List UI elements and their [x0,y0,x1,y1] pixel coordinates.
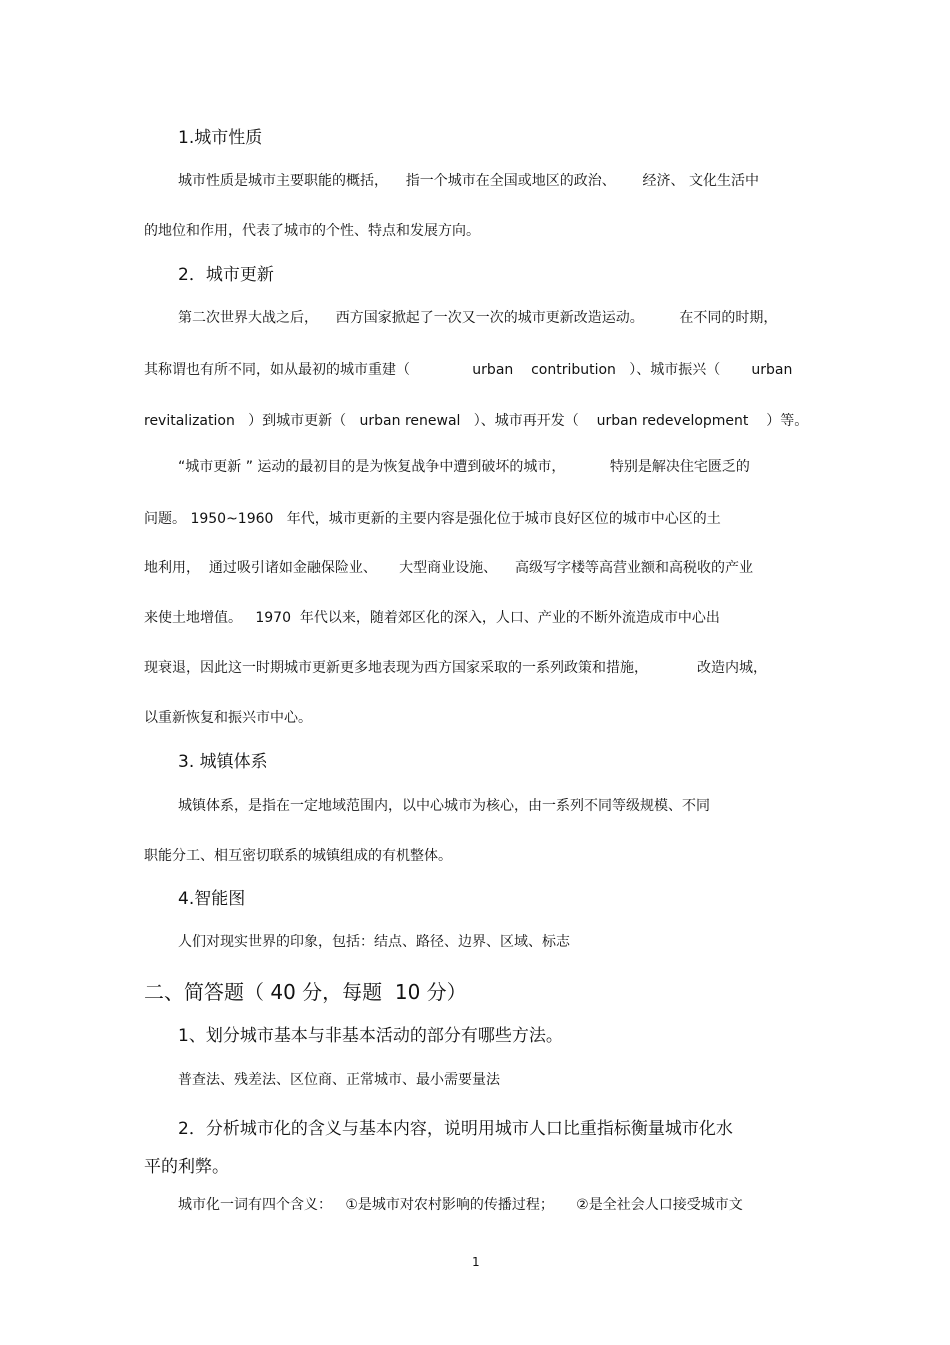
section-2-paragraph-line-1: 第二次世界大战之后， 西方国家掀起了一次又一次的城市更新改造运动。 在不同的时期， [178,310,778,326]
question-2-title-line-1: 2．分析城市化的含义与基本内容，说明用城市人口比重指标衡量城市化水 [178,1119,733,1139]
section-3-paragraph-line-1: 城镇体系，是指在一定地域范围内，以中心城市为核心，由一系列不同等级规模、不同 [178,798,710,814]
section-3-paragraph-line-2: 职能分工、相互密切联系的城镇组成的有机整体。 [144,848,452,864]
section-4-title: 4.智能图 [178,889,246,909]
question-1-answer: 普查法、残差法、区位商、正常城市、最小需要量法 [178,1072,500,1088]
section-2-paragraph-line-5: 问题。 1950~1960 年代，城市更新的主要内容是强化位于城市良好区位的城市中心区的土 [144,511,721,527]
section-2-paragraph-line-7: 来使土地增值。 1970 年代以来，随着郊区化的深入，人口、产业的不断外流造成市中心出 [144,610,720,626]
section-4-paragraph: 人们对现实世界的印象，包括：结点、路径、边界、区域、标志 [178,934,570,950]
question-1-title: 1、划分城市基本与非基本活动的部分有哪些方法。 [178,1026,563,1046]
section-2-paragraph-line-4: “城市更新 ” 运动的最初目的是为恢复战争中遭到破坏的城市， 特别是解决住宅匮乏的 [178,459,750,475]
page-number: 1 [472,1255,480,1269]
section-3-title: 3. 城镇体系 [178,752,268,772]
section-2-paragraph-line-6: 地利用， 通过吸引诸如金融保险业、 大型商业设施、 高级写字楼等高营业额和高税收的产业 [144,560,753,576]
section-1-paragraph-line-2: 的地位和作用，代表了城市的个性、特点和发展方向。 [144,223,480,239]
part-2-heading: 二、简答题（ 40 分，每题 10 分） [144,980,467,1004]
section-2-paragraph-line-9: 以重新恢复和振兴市中心。 [144,710,312,726]
section-1-title: 1.城市性质 [178,128,263,148]
section-1-paragraph-line-1: 城市性质是城市主要职能的概括， 指一个城市在全国或地区的政治、 经济、 文化生活中 [178,173,759,189]
question-2-answer-line-1: 城市化一词有四个含义： ①是城市对农村影响的传播过程； ②是全社会人口接受城市文 [178,1197,743,1213]
section-2-paragraph-line-3: revitalization ）到城市更新（ urban renewal ）、城市再开发（ urban redevelopment ）等。 [144,413,809,429]
section-2-paragraph-line-8: 现衰退，因此这一时期城市更新更多地表现为西方国家采取的一系列政策和措施， 改造内城， [144,660,767,676]
section-2-paragraph-line-2: 其称谓也有所不同，如从最初的城市重建（ urban contribution ）、城市振兴（ urban [144,362,793,378]
section-2-title: 2．城市更新 [178,265,274,285]
question-2-title-line-2: 平的利弊。 [144,1157,229,1177]
